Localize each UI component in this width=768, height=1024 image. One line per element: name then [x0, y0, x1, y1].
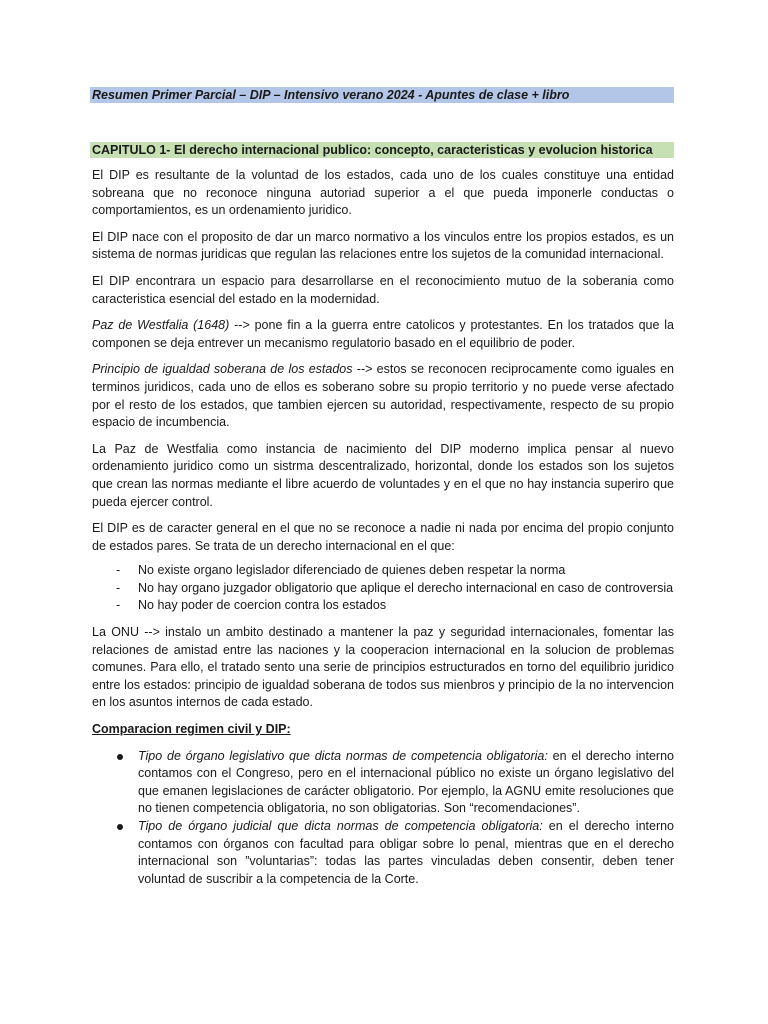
dash-marker: -: [116, 580, 121, 595]
list-item: [92, 818, 674, 888]
bullet-icon: [117, 824, 123, 830]
paragraph-7: El DIP es de caracter general en el que no se reconoce a nadie ni nada por encima del propio conjunto de estados pares. Se trata de un derecho internacional en el que:: [92, 521, 674, 553]
paragraph-westfalia: [92, 317, 674, 352]
dash-marker: -: [116, 598, 121, 613]
igualdad-term: Principio de igualdad soberana de los estados: [92, 362, 353, 377]
paragraph-6: La Paz de Westfalia como instancia de nacimiento del DIP moderno implica pensar al nuevo ordenamiento juridico como un sistrma descentralizado, horizontal, donde los estados son los sujetos que crean las normas mediante el libre acuerdo de voluntades y en el que no hay instancia superiro que pueda ejercer control.: [92, 441, 674, 509]
paragraph-2: El DIP nace con el proposito de dar un marco normativo a los vinculos entre los propios estados, es un sistema de normas juridicas que regulan las relaciones entre los sujetos de la comunidad internacional.: [92, 229, 674, 262]
dash-marker: -: [116, 563, 121, 578]
bullet-text: en el derecho interno contamos con el Congreso, pero en el internacional público no existe un órgano legislativo del que emanen legislaciones de carácter obligatorio. Por ejemplo, la AGNU emite resoluciones que no tienen competencia obligatoria, no son obligatorias. Son “recomendaciones”.: [138, 748, 675, 816]
bullet-text: en el derecho interno contamos con órganos con facultad para obligar sobre lo penal, mientras que en el derecho internacional son ”voluntarias”: todas las partes vinculadas deben consentir, deben tener voluntad de suscribir a la competencia de la Corte.: [138, 819, 675, 886]
dash-list: [92, 562, 674, 615]
list-item-text: No hay organo juzgador obligatorio que aplique el derecho internacional en caso de controversia: [138, 580, 674, 595]
list-item-text: No hay poder de coercion contra los estados: [138, 598, 387, 613]
bullet-list: [92, 748, 674, 889]
list-item: [92, 562, 674, 580]
list-item: [92, 597, 674, 615]
igualdad-text: --> estos se reconocen reciprocamente como iguales en terminos juridicos, cada uno de ellos es soberano sobre su propio territorio y no puede verse afectado por el resto de los estados, que tambien ejercen su autoridad, respectivamente, respecto de su propio espacio de incumbencia.: [92, 362, 674, 430]
list-item-text: No existe organo legislador diferenciado de quienes deben respetar la norma: [138, 563, 566, 578]
paragraph-igualdad: [92, 361, 674, 431]
paragraph-3: El DIP encontrara un espacio para desarrollarse en el reconocimiento mutuo de la soberania como caracteristica esencial del estado en la modernidad.: [92, 273, 674, 306]
chapter-title: CAPITULO 1- El derecho internacional publico: concepto, caracteristicas y evolucion historica: [90, 142, 674, 158]
comparison-heading: Comparacion regimen civil y DIP:: [92, 722, 291, 737]
list-item: [92, 580, 674, 598]
westfalia-term: Paz de Westfalia (1648): [92, 318, 230, 333]
paragraph-onu: La ONU --> instalo un ambito destinado a mantener la paz y seguridad internacionales, fomentar las relaciones de amistad entre las naciones y la cooperacion internacional en la solucion de problemas comunes. Para ello, el tratado sento una serie de principios estructurados en torno del equilibrio juridico entre los estados: principio de igualdad soberana de todos sus mienbros y principio de la no intervencion en los asuntos internos de cada estado.: [92, 625, 674, 710]
westfalia-text: --> pone fin a la guerra entre catolicos y protestantes. En los tratados que la componen se deja entrever un mecanismo regulatorio basado en el equilibrio de poder.: [92, 318, 674, 350]
bullet-icon: [117, 754, 123, 760]
bullet-term: Tipo de órgano judicial que dicta normas de competencia obligatoria:: [138, 819, 543, 833]
list-item: [92, 748, 674, 818]
document-header: Resumen Primer Parcial – DIP – Intensivo verano 2024 - Apuntes de clase + libro: [90, 87, 674, 103]
paragraph-1: El DIP es resultante de la voluntad de los estados, cada uno de los cuales constituye una entidad sobreana que no reconoce ninguna autoriad superior a el que pueda imponerle conductas o comportamientos, es un ordenamiento juridico.: [92, 168, 674, 218]
bullet-term: Tipo de órgano legislativo que dicta normas de competencia obligatoria:: [138, 748, 548, 763]
document-content: [92, 87, 674, 888]
